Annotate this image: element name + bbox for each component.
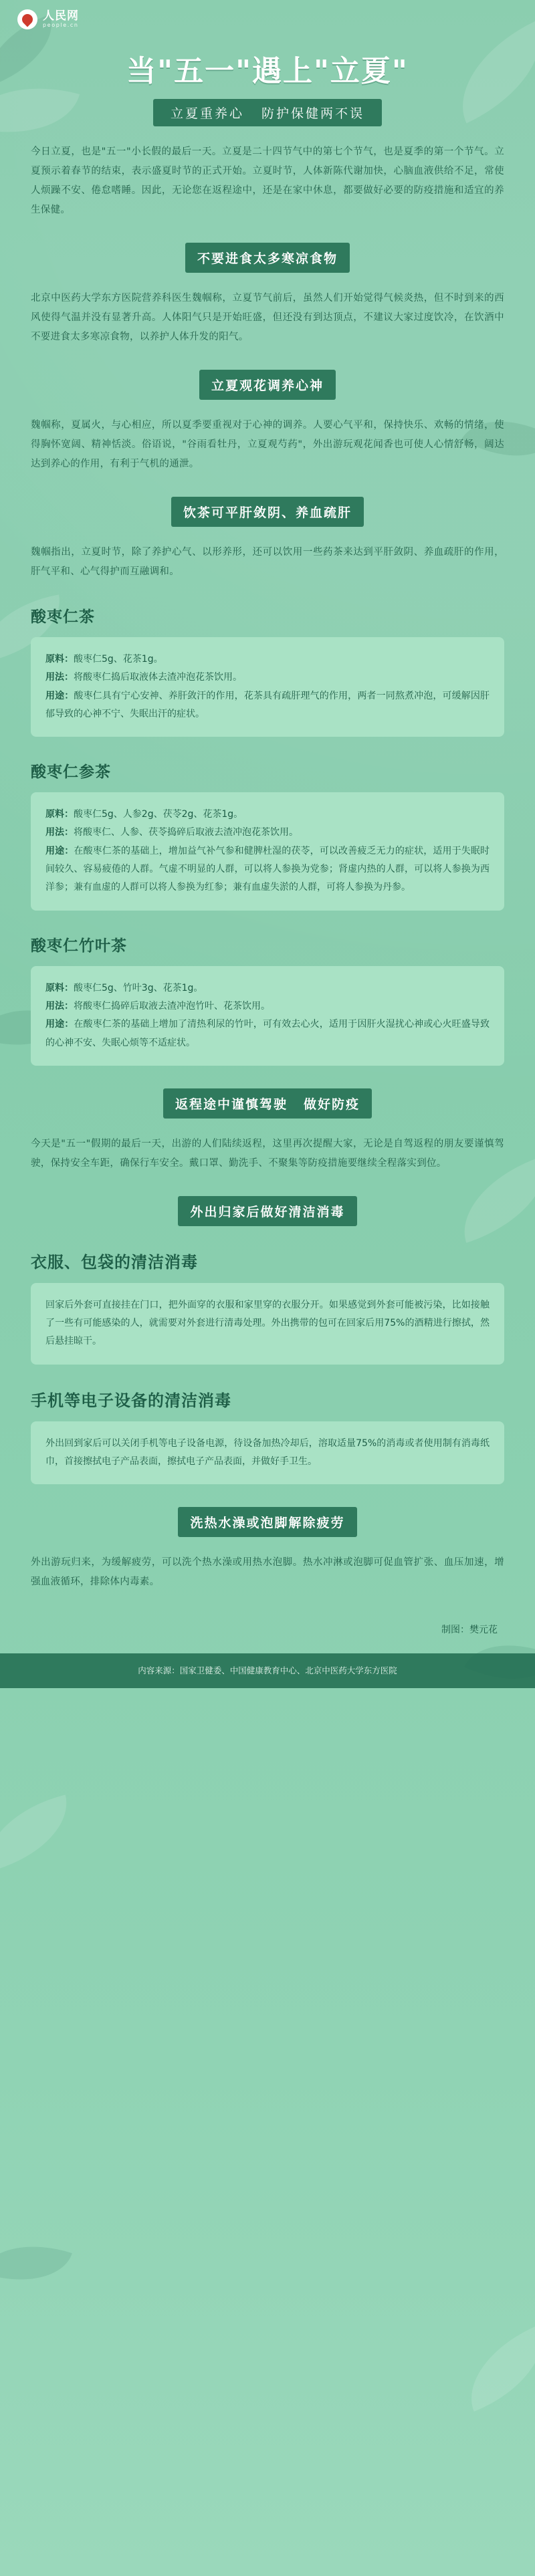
section-body-bath: 外出游玩归来，为缓解疲劳，可以洗个热水澡或用热水泡脚。热水冲淋或泡脚可促血管扩张、血压加速，增强血液循环，排除体内毒素。	[31, 1557, 504, 1588]
page-subtitle	[153, 99, 382, 126]
section-banner-label-right: 做好防疫	[304, 1096, 360, 1112]
section-banner-bath	[178, 1507, 356, 1537]
people-cn-logo-icon	[17, 9, 37, 29]
leaf-decoration-icon	[0, 1794, 79, 1871]
recipe-ingredients: 原料：酸枣仁5g、花茶1g。	[45, 654, 163, 665]
section-banner-label: 外出归家后做好清洁消毒	[190, 1204, 345, 1219]
section-banner-label: 洗热水澡或泡脚解除疲劳	[190, 1516, 345, 1531]
intro-paragraph: 今日立夏，也是"五一"小长假的最后一天。立夏是二十四节气中的第七个节气，也是夏季的第一个节气。立夏预示着春节的结束，表示盛夏时节的正式开始。立夏时节，人体新陈代谢加快，心脑血液供给不足，常使人烦躁不安、倦怠嗜睡。因此，无论您在返程途中，还是在家中休息，都要做好必要的防疫措施和适宜的养生保健。	[31, 146, 504, 215]
section-banner-1	[199, 370, 336, 400]
leaf-decoration-icon	[0, 2228, 72, 2298]
section-body-1: 魏帼称，夏属火，与心相应，所以夏季要重视对于心神的调养。人要心气平和，保持快乐、欢畅的情绪，使得胸怀宽阔、精神恬淡。俗语说，"谷雨看牡丹，立夏观芍药"，外出游玩观花闻香也可使人心情舒畅，阔达达到养心的作用，有利于气机的通泄。	[31, 420, 504, 469]
section-body-2: 魏帼指出，立夏时节，除了养护心气、以形养形，还可以饮用一些药茶来达到平肝敛阴、养血疏肝的作用，肝气平和、心气得护而互融调和。	[31, 547, 504, 577]
brand-name-en: people.cn	[43, 21, 79, 28]
section-banner-travel	[163, 1088, 372, 1119]
section-banner-0	[185, 243, 350, 273]
clothes-cleaning-card	[31, 1283, 504, 1365]
brand-text	[43, 11, 79, 28]
recipe-usage: 用途：酸枣仁具有宁心安神、养肝敛汗的作用，花茶具有疏肝理气的作用，两者一同熬煮冲泡，可缓解因肝郁导致的心神不宁、失眠出汗的症状。	[45, 690, 490, 719]
section-body-travel: 今天是"五一"假期的最后一天，出游的人们陆续返程，这里再次提醒大家，无论是自驾返程的朋友要谨慎驾驶，保持安全车距，确保行车安全。戴口罩、勤洗手、不聚集等防疫措施要继续全程落实到位。	[31, 1138, 504, 1169]
device-cleaning-card	[31, 1421, 504, 1485]
subtitle-left: 立夏重养心	[170, 106, 244, 121]
section-banner-label: 不要进食太多寒凉食物	[197, 251, 338, 266]
credit-line: 制图：樊元花	[441, 1625, 498, 1636]
section-banner-label-left: 返程途中谨慎驾驶	[175, 1096, 288, 1112]
recipe-method: 用法：将酸枣仁、人参、茯苓捣碎后取液去渣冲泡花茶饮用。	[45, 827, 298, 838]
clothes-cleaning-text: 回家后外套可直接挂在门口，把外面穿的衣服和家里穿的衣服分开。如果感觉到外套可能被污染，比如接触了一些有可能感染的人，就需要对外套进行清毒处理。外出携带的包可在回家后用75%的酒精进行擦拭，然后悬挂晾干。	[45, 1299, 490, 1347]
recipe-card-suanzaoren-tea	[31, 637, 504, 737]
brand-name-cn: 人民网	[43, 9, 79, 23]
section-banner-disinfection	[178, 1196, 356, 1226]
recipe-method: 用法：将酸枣仁捣碎后取液去渣冲泡竹叶、花茶饮用。	[45, 1000, 270, 1012]
section-title-suanzaoren-shen-tea: 酸枣仁参茶	[31, 764, 111, 782]
section-title-clothes-cleaning: 衣服、包袋的清洁消毒	[31, 1252, 198, 1272]
recipe-ingredients: 原料：酸枣仁5g、竹叶3g、花茶1g。	[45, 982, 203, 993]
title-block	[0, 47, 535, 126]
section-banner-2	[171, 497, 364, 527]
recipe-method: 用法：将酸枣仁捣后取液体去渣冲泡花茶饮用。	[45, 672, 242, 683]
recipe-ingredients: 原料：酸枣仁5g、人参2g、茯苓2g、花茶1g。	[45, 809, 243, 820]
leaf-decoration-icon	[453, 2325, 535, 2412]
section-banner-label: 立夏观花调养心神	[211, 378, 324, 393]
brand-bar	[0, 0, 535, 40]
device-cleaning-text: 外出回到家后可以关闭手机等电子设备电源，待设备加热冷却后，溶取适量75%的消毒或者使用制有消毒纸巾，首接擦拭电子产品表面，擦拭电子产品表面，并做好手卫生。	[45, 1437, 490, 1468]
section-title-suanzaoren-zhuye-tea: 酸枣仁竹叶茶	[31, 937, 127, 955]
recipe-usage: 用途：在酸枣仁茶的基础上，增加益气补气参和健脾杜湿的茯苓，可以改善疲乏无力的症状，适用于失眠时间较久、容易疲倦的人群。气虚不明显的人群，可以将人参换为党参；肾虚内热的人群，可以将人参换为西洋参；兼有血虚的人群可以将人参换为红参；兼有血虚失淤的人群，可将人参换为丹参。	[45, 845, 490, 893]
people-cn-logo[interactable]	[17, 9, 535, 29]
article-content	[0, 142, 535, 1636]
subtitle-right: 防护保健两不误	[261, 106, 365, 121]
recipe-card-suanzaoren-shen-tea	[31, 792, 504, 910]
source-footer: 内容来源：国家卫健委、中国健康教育中心、北京中医药大学东方医院	[0, 1653, 535, 1688]
page-title: 当"五一"遇上"立夏"	[126, 54, 409, 88]
section-title-suanzaoren-tea: 酸枣仁茶	[31, 608, 95, 626]
section-body-0: 北京中医药大学东方医院营养科医生魏帼称，立夏节气前后，虽然人们开始觉得气候炎热，但不时到来的西风使得气温并没有显著升高。人体阳气只是开始旺盛，但还没有到达顶点，不建议大家过度饮冷，在饮酒中不要进食太多寒凉食物，以养护人体升发的阳气。	[31, 293, 504, 342]
section-title-device-cleaning: 手机等电子设备的清洁消毒	[31, 1391, 231, 1410]
section-banner-label: 饮茶可平肝敛阴、养血疏肝	[183, 505, 352, 520]
recipe-card-suanzaoren-zhuye-tea	[31, 966, 504, 1066]
recipe-usage: 用途：在酸枣仁茶的基础上增加了清热利尿的竹叶，可有效去心火，适用于因肝火湿扰心神或心火旺盛导致的心神不安、失眠心烦等不适症状。	[45, 1019, 490, 1048]
